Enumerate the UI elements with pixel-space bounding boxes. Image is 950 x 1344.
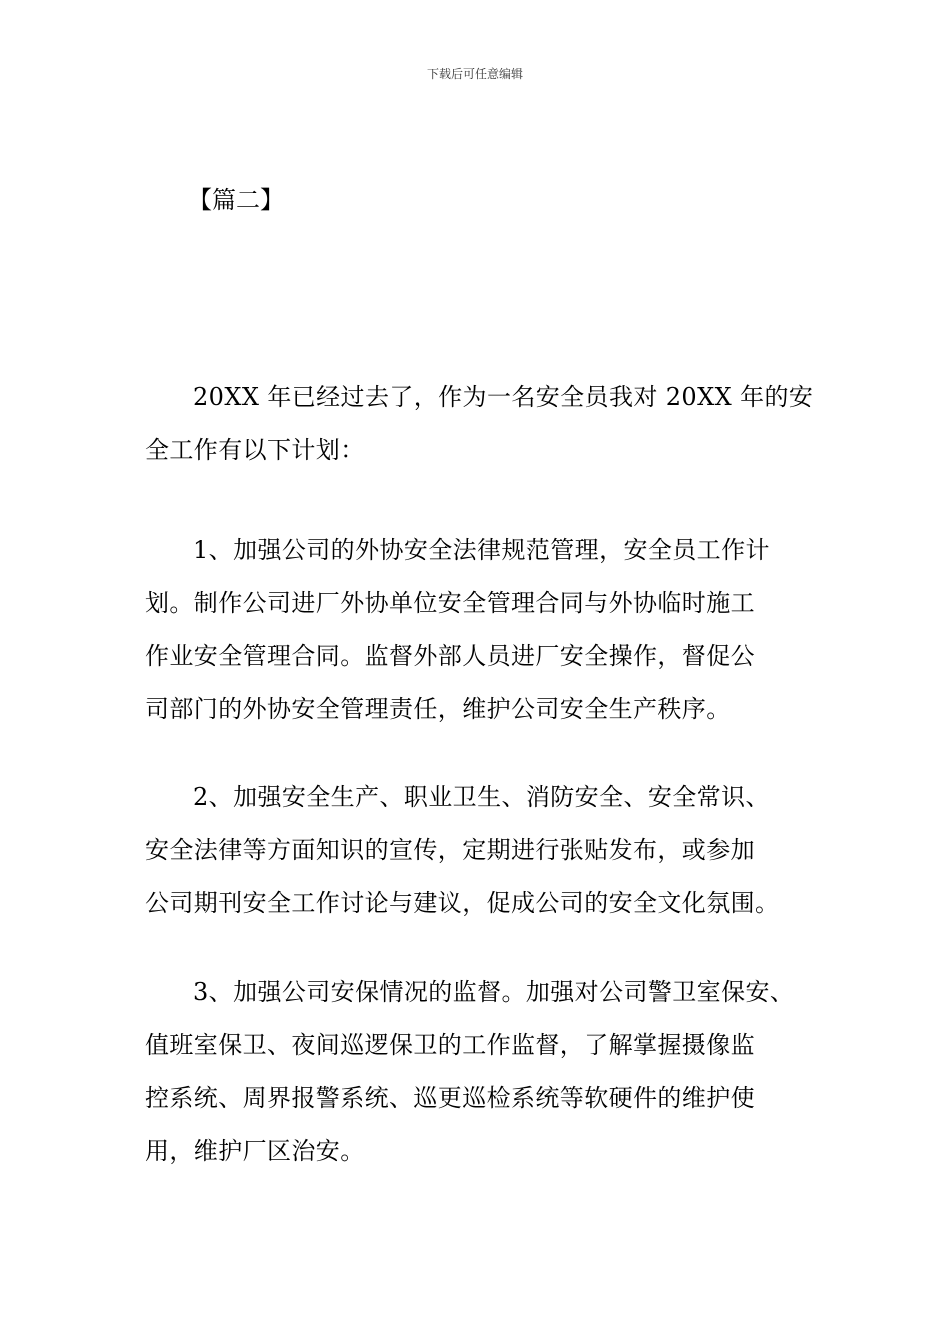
paragraph-line: 3、加强公司安保情况的监督。加强对公司警卫室保安、 bbox=[193, 978, 795, 1006]
paragraph-item-3 bbox=[145, 966, 845, 1178]
paragraph-intro bbox=[145, 371, 845, 477]
paragraph-line: 用，维护厂区治安。 bbox=[145, 1137, 365, 1165]
paragraph-item-1 bbox=[145, 524, 845, 736]
paragraph-line: 安全法律等方面知识的宣传，定期进行张贴发布，或参加 bbox=[145, 836, 755, 864]
paragraph-line: 控系统、周界报警系统、巡更巡检系统等软硬件的维护使 bbox=[145, 1084, 755, 1112]
paragraph-line: 1、加强公司的外协安全法律规范管理，安全员工作计 bbox=[193, 536, 770, 564]
section-heading: 【篇二】 bbox=[188, 186, 284, 214]
paragraph-line: 全工作有以下计划： bbox=[145, 436, 365, 464]
header-note: 下载后可任意编辑 bbox=[426, 67, 523, 81]
paragraph-item-2 bbox=[145, 771, 845, 930]
paragraph-line: 公司期刊安全工作讨论与建议，促成公司的安全文化氛围。 bbox=[145, 889, 780, 917]
paragraph-line: 作业安全管理合同。监督外部人员进厂安全操作，督促公 bbox=[145, 642, 755, 670]
paragraph-line: 20XX 年已经过去了，作为一名安全员我对 20XX 年的安 bbox=[193, 383, 814, 411]
paragraph-line: 划。制作公司进厂外协单位安全管理合同与外协临时施工 bbox=[145, 589, 755, 617]
paragraph-line: 值班室保卫、夜间巡逻保卫的工作监督，了解掌握摄像监 bbox=[145, 1031, 755, 1059]
paragraph-line: 2、加强安全生产、职业卫生、消防安全、安全常识、 bbox=[193, 783, 770, 811]
paragraph-line: 司部门的外协安全管理责任，维护公司安全生产秩序。 bbox=[145, 695, 731, 723]
